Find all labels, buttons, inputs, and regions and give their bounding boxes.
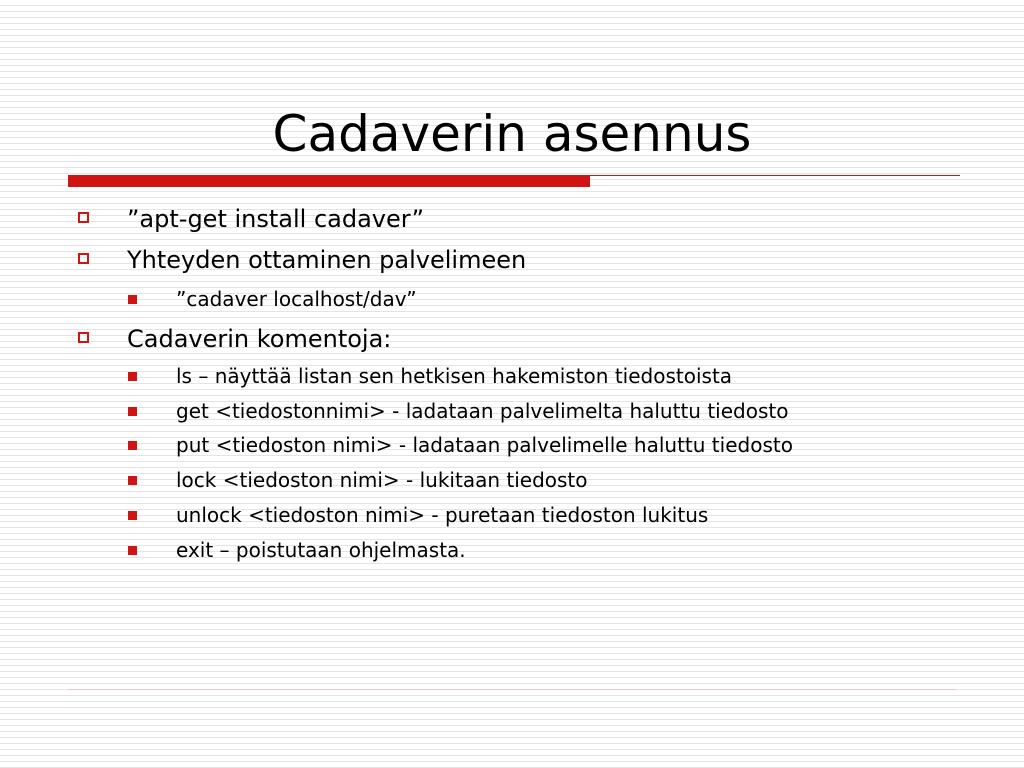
filled-square-bullet-icon (128, 372, 137, 381)
list-item-text: lock <tiedoston nimi> - lukitaan tiedosto (176, 468, 588, 492)
list-item-text: ”apt-get install cadaver” (127, 205, 425, 233)
hollow-square-bullet-icon (78, 253, 89, 264)
slide-title: Cadaverin asennus (272, 105, 752, 163)
hollow-square-bullet-icon (78, 212, 89, 223)
list-item-text: put <tiedoston nimi> - ladataan palvelimelle haluttu tiedosto (176, 433, 793, 457)
list-item-text: Cadaverin komentoja: (127, 325, 392, 353)
filled-square-bullet-icon (128, 407, 137, 416)
list-item-text: exit – poistutaan ohjelmasta. (176, 538, 466, 562)
hollow-square-bullet-icon (78, 332, 89, 343)
list-item-text: Yhteyden ottaminen palvelimeen (127, 246, 527, 274)
list-item-text: ls – näyttää listan sen hetkisen hakemiston tiedostoista (176, 364, 733, 388)
footer-rule (68, 689, 956, 690)
filled-square-bullet-icon (128, 476, 137, 485)
list-item-text: ”cadaver localhost/dav” (176, 287, 417, 311)
list-item-text: unlock <tiedoston nimi> - puretaan tiedoston lukitus (176, 503, 709, 527)
filled-square-bullet-icon (128, 511, 137, 520)
filled-square-bullet-icon (128, 546, 137, 555)
filled-square-bullet-icon (128, 441, 137, 450)
list-item-text: get <tiedostonnimi> - ladataan palvelimelta haluttu tiedosto (176, 399, 789, 423)
filled-square-bullet-icon (128, 295, 137, 304)
